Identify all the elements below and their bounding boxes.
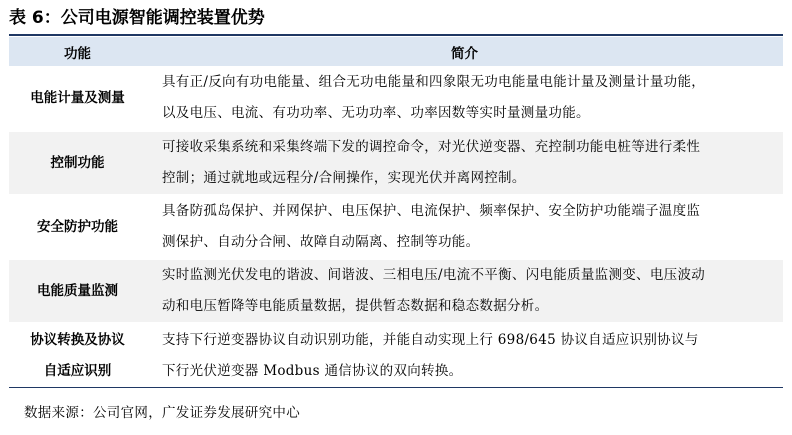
description-line: 以及电压、电流、有功功率、无功功率、功率因数等实时量测量功能。 xyxy=(162,105,590,121)
description-line: 具备防孤岛保护、并网保护、电压保护、电流保护、频率保护、安全防护功能端子温度监 xyxy=(162,203,701,219)
description-cell xyxy=(146,66,783,131)
description-cell xyxy=(146,323,783,388)
data-source-note: 数据来源：公司官网，广发证券发展研究中心 xyxy=(24,405,300,421)
description-line: 动和电压暂降等电能质量数据，提供暂态数据和稳态数据分析。 xyxy=(162,298,549,314)
table-row xyxy=(9,66,783,131)
header-description: 简介 xyxy=(146,37,783,66)
header-function: 功能 xyxy=(9,37,146,66)
function-label: 电能计量及测量 xyxy=(30,89,125,106)
table-row xyxy=(9,195,783,259)
function-label: 协议转换及协议 xyxy=(30,331,125,348)
function-label: 电能质量监测 xyxy=(37,282,118,299)
table-row xyxy=(9,259,783,323)
table-header-row xyxy=(9,37,783,66)
description-cell xyxy=(146,131,783,195)
description-line: 具有正/反向有功电能量、组合无功电能量和四象限无功电能量电能计量及测量计量功能， xyxy=(162,74,706,90)
table-row xyxy=(9,323,783,388)
description-cell xyxy=(146,259,783,323)
function-cell xyxy=(9,259,146,323)
advantages-table xyxy=(9,37,783,388)
description-line: 控制；通过就地或远程分/合闸操作，实现光伏并离网控制。 xyxy=(162,170,526,186)
function-cell xyxy=(9,323,146,388)
function-cell xyxy=(9,66,146,131)
description-cell xyxy=(146,195,783,259)
function-label: 控制功能 xyxy=(50,154,105,171)
description-line: 实时监测光伏发电的谐波、间谐波、三相电压/电流不平衡、闪电能质量监测变、电压波动 xyxy=(162,267,706,283)
description-line: 支持下行逆变器协议自动识别功能，并能自动实现上行 698/645 协议自适应识别协议与 xyxy=(162,331,699,348)
title-rule xyxy=(9,34,783,36)
table-title: 表 6：公司电源智能调控装置优势 xyxy=(9,8,265,28)
function-label: 自适应识别 xyxy=(43,362,112,379)
description-line: 下行光伏逆变器 Modbus 通信协议的双向转换。 xyxy=(162,362,463,379)
description-line: 可接收采集系统和采集终端下发的调控命令，对光伏逆变器、充控制功能电桩等进行柔性 xyxy=(162,139,701,155)
function-cell xyxy=(9,131,146,195)
function-label: 安全防护功能 xyxy=(37,218,118,235)
table-row xyxy=(9,131,783,195)
function-cell xyxy=(9,195,146,259)
description-line: 测保护、自动分合闸、故障自动隔离、控制等功能。 xyxy=(162,234,480,250)
